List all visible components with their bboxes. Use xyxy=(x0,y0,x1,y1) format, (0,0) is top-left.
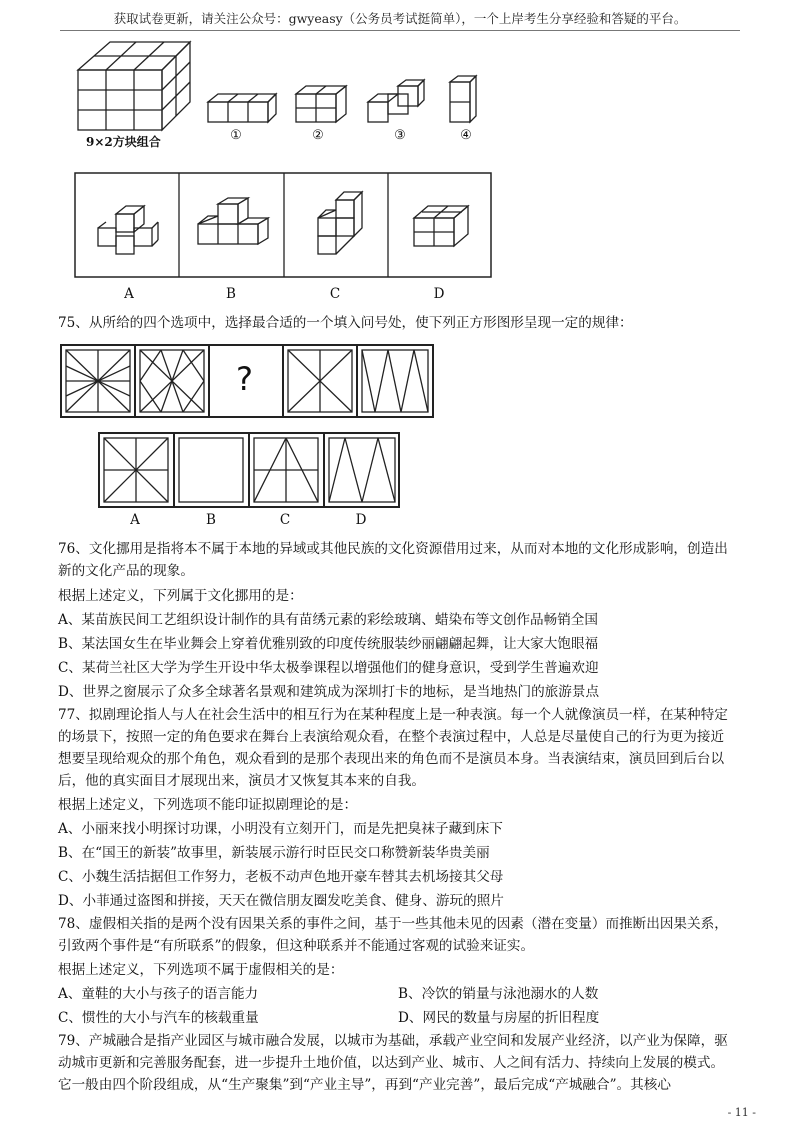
q77-option-b: B、在“国王的新装”故事里，新装展示游行时臣民交口称赞新装华贵美丽 xyxy=(58,845,490,861)
q76-option-d: D、世界之窗展示了众多全球著名景观和建筑成为深圳打卡的地标，是当地热门的旅游景点 xyxy=(58,684,600,700)
cube-part-3-figure xyxy=(366,80,426,124)
q74-option-b-label: B xyxy=(226,286,236,302)
q75-option-c-label: C xyxy=(279,512,291,528)
part-label-2: ② xyxy=(312,128,324,143)
q74-option-a-label: A xyxy=(124,286,134,302)
q78-stem-line-1: 78、虚假相关指的是两个没有因果关系的事件之间，基于一些其他未见的因素（潜在变量）而推断出因果关系， xyxy=(58,916,728,932)
q75-stem: 75、从所给的四个选项中，选择最合适的一个填入问号处，使下列正方形图形呈现一定的规律： xyxy=(58,315,633,331)
q74-option-c-label: C xyxy=(329,286,341,302)
page-header: 获取试卷更新，请关注公众号：gwyeasy（公务员考试挺简单），一个上岸考生分享经验和答疑的平台。 xyxy=(113,11,687,26)
cube-combination-label: 9×2方块组合 xyxy=(86,135,161,149)
q74-options-figure xyxy=(74,172,494,280)
q74-option-d-label: D xyxy=(433,286,445,302)
q76-option-b: B、某法国女生在毕业舞会上穿着优雅别致的印度传统服装纱丽翩翩起舞，让大家大饱眼福 xyxy=(58,636,599,652)
q79-stem-line-1: 79、产城融合是指产业园区与城市融合发展，以城市为基础，承载产业空间和发展产业经济，以产业为保障，驱 xyxy=(58,1033,728,1049)
part-label-1: ① xyxy=(230,128,242,143)
part-label-3: ③ xyxy=(394,128,406,143)
q76-stem-line-2: 新的文化产品的现象。 xyxy=(58,563,194,579)
q76-option-c: C、某荷兰社区大学为学生开设中华太极拳课程以增强他们的健身意识，受到学生普遍欢迎 xyxy=(58,660,599,676)
page-number: - 11 - xyxy=(727,1106,756,1119)
q75-option-a-label: A xyxy=(130,512,140,528)
q77-option-c: C、小魏生活拮据但工作努力，老板不动声色地开豪车替其去机场接其父母 xyxy=(58,869,504,885)
q76-option-a: A、某苗族民间工艺组织设计制作的具有苗绣元素的彩绘玻璃、蜡染布等文创作品畅销全国 xyxy=(58,612,598,628)
q75-options-figure xyxy=(98,432,402,510)
q77-stem-line-2: 的场景下，按照一定的角色要求在舞台上表演给观众看，在整个表演过程中，人总是尽量使自己的行为更为接近 xyxy=(58,729,725,745)
cube-combination-figure xyxy=(74,38,194,134)
q75-option-d-label: D xyxy=(355,512,367,528)
q77-stem-line-4: 后，他的真实面目才展现出来，演员才又恢复其本来的自我。 xyxy=(58,773,426,789)
part-label-4: ④ xyxy=(460,128,472,143)
q76-prompt: 根据上述定义，下列属于文化挪用的是： xyxy=(58,588,303,604)
q78-stem-line-2: 引致两个事件是“有所联系”的假象，但这种联系并不能通过客观的试验来证实。 xyxy=(58,938,535,954)
q77-option-a: A、小丽来找小明探讨功课，小明没有立刻开门，而是先把臭袜子藏到床下 xyxy=(58,821,503,837)
q78-option-c: C、惯性的大小与汽车的核载重量 xyxy=(58,1010,259,1026)
q78-option-a: A、童鞋的大小与孩子的语言能力 xyxy=(58,986,259,1002)
q76-stem-line-1: 76、文化挪用是指将本不属于本地的异域或其他民族的文化资源借用过来，从而对本地的文化形成影响，创造出 xyxy=(58,541,728,557)
q77-stem-line-3: 想要呈现给观众的那个角色，观众看到的是那个表现出来的角色而不是演员本身。当表演结束，演员回到后台以 xyxy=(58,751,725,767)
q77-stem-line-1: 77、拟剧理论指人与人在社会生活中的相互行为在某种程度上是一种表演。每一个人就像演员一样，在某种特定 xyxy=(58,707,728,723)
q75-option-b-label: B xyxy=(206,512,216,528)
cube-part-4-figure xyxy=(448,74,478,124)
header-divider xyxy=(60,30,740,31)
q77-option-d: D、小菲通过盗图和拼接，天天在微信朋友圈发吃美食、健身、游玩的照片 xyxy=(58,893,504,909)
q77-prompt: 根据上述定义，下列选项不能印证拟剧理论的是： xyxy=(58,797,358,813)
q79-stem-line-2: 动城市更新和完善服务配套，进一步提升土地价值，以达到产业、城市、人之间有活力、持续向上发展的模式。 xyxy=(58,1055,725,1071)
cube-part-1-figure xyxy=(206,92,278,124)
q79-stem-line-3: 它一般由四个阶段组成，从“生产聚集”到“产业主导”，再到“产业完善”，最后完成“产城融合”。其核心 xyxy=(58,1077,671,1093)
q78-option-d: D、网民的数量与房屋的折旧程度 xyxy=(398,1010,600,1026)
q78-prompt: 根据上述定义，下列选项不属于虚假相关的是： xyxy=(58,962,344,978)
cube-part-2-figure xyxy=(294,84,350,124)
q78-option-b: B、冷饮的销量与泳池溺水的人数 xyxy=(398,986,599,1002)
q75-question-mark: ? xyxy=(236,360,253,398)
